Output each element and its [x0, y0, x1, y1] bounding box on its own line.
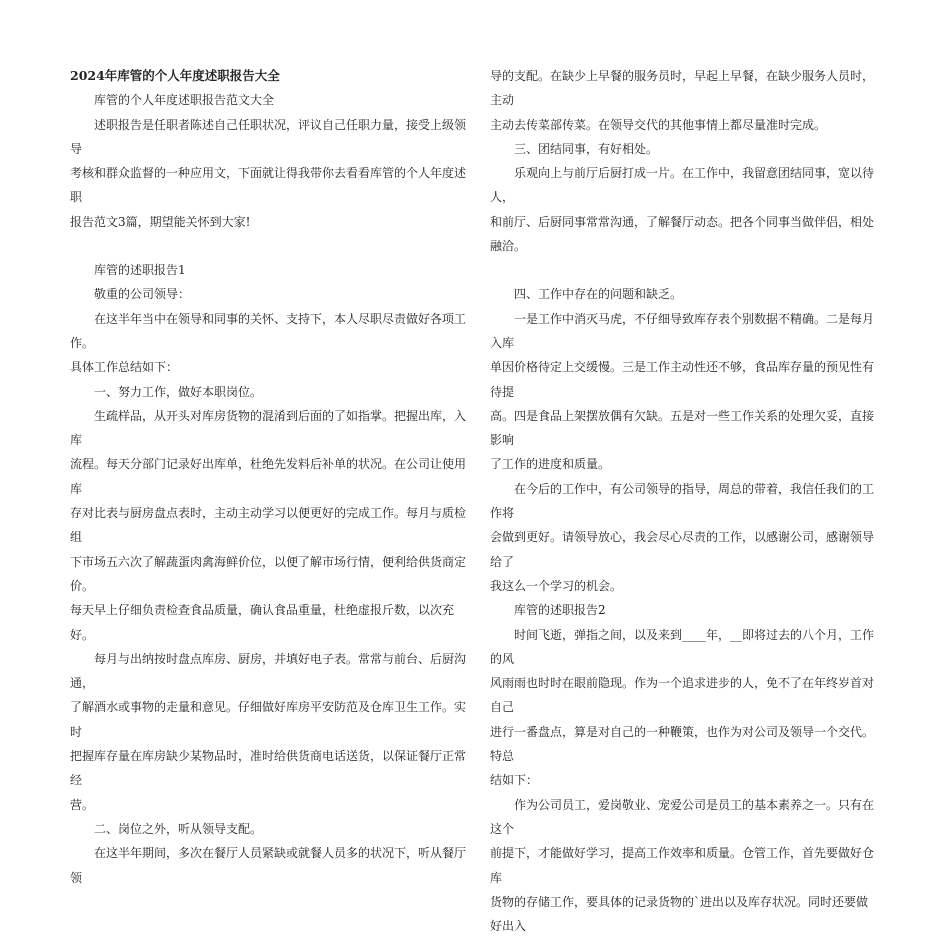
paragraph-line: 进行一番盘点，算是对自己的一种鞭策，也作为对公司及领导一个交代。特总 — [490, 724, 875, 764]
paragraph-line: 单因价格待定上交缓慢。三是工作主动性还不够，食品库存量的预见性有待提 — [490, 360, 875, 399]
paragraph-line: 把握库存量在库房缺少某物品时，准时给供货商电话送货，以保证餐厅正常经 — [70, 749, 467, 788]
paragraph-line: 在这半年期间，多次在餐厅人员紧缺或就餐人员多的状况下，听从餐厅领 — [70, 846, 467, 885]
paragraph-line: 下市场五六次了解蔬蛋肉禽海鲜价位，以便了解市场行情，便利给供货商定价。 — [70, 554, 467, 593]
paragraph-line: 风雨雨也时时在眼前隐现。作为一个追求进步的人，免不了在年终岁首对自己 — [490, 676, 875, 715]
paragraph-line: 存对比表与厨房盘点表时，主动主动学习以便更好的完成工作。每月与质检组 — [70, 506, 467, 545]
paragraph-line: 货物的存储工作，要具体的记录货物的`进出以及库存状况。同时还要做好出入 — [490, 894, 869, 934]
paragraph-line: 一是工作中消灭马虎，不仔细导致库存表个别数据不精确。二是每月入库 — [490, 311, 875, 350]
paragraph-line: 了工作的进度和质量。 — [490, 457, 611, 472]
document-title: 2024年库管的个人年度述职报告大全 — [70, 68, 280, 83]
paragraph-line: 结如下： — [490, 773, 539, 788]
paragraph-line: 每天早上仔细负责检查食品质量，确认食品重量，杜绝虚报斤数，以次充好。 — [70, 603, 455, 642]
paragraph-line: 作为公司员工，爱岗敬业、宠爱公司是员工的基本素养之一。只有在这个 — [490, 797, 875, 836]
paragraph-line: 流程。每天分部门记录好出库单，杜绝先发料后补单的状况。在公司让使用库 — [70, 457, 467, 496]
paragraph-line: 前提下，才能做好学习，提高工作效率和质量。仓管工作，首先要做好仓库 — [490, 846, 875, 885]
paragraph-line: 营。 — [70, 797, 95, 812]
paragraph-line: 高。四是食品上架摆放偶有欠缺。五是对一些工作关系的处理欠妥，直接影响 — [490, 408, 875, 448]
paragraph-line: 乐观向上与前厅后厨打成一片。在工作中，我留意团结同事，宽以待人， — [490, 166, 875, 205]
section-heading: 四、工作中存在的问题和缺乏。 — [514, 287, 683, 302]
paragraph-line: 具体工作总结如下： — [70, 360, 179, 375]
report-2-heading: 库管的述职报告2 — [514, 603, 606, 618]
paragraph-line: 我这么一个学习的机会。 — [490, 578, 623, 593]
paragraph-line: 了解酒水或事物的走量和意见。仔细做好库房平安防范及仓库卫生工作。实时 — [70, 700, 467, 739]
paragraph-line: 每月与出纳按时盘点库房、厨房，并填好电子表。常常与前台、后厨沟通， — [70, 651, 467, 691]
paragraph-line: 在这半年当中在领导和同事的关怀、支持下，本人尽职尽责做好各项工作。 — [70, 311, 467, 350]
section-heading: 一、努力工作，做好本职岗位。 — [94, 384, 263, 399]
paragraph-line: 时间飞逝，弹指之间，以及来到____年，__即将过去的八个月，工作的风 — [490, 627, 875, 666]
paragraph-line: 会做到更好。请领导放心，我会尽心尽责的工作，以感谢公司，感谢领导给了 — [490, 530, 875, 569]
report-1-heading: 库管的述职报告1 — [94, 263, 186, 278]
intro-line: 考核和群众监督的一种应用文，下面就让得我带你去看看库管的个人年度述职 — [70, 166, 467, 205]
paragraph-line: 在今后的工作中，有公司领导的指导，周总的带着，我信任我们的工作将 — [490, 481, 875, 521]
document-subtitle: 库管的个人年度述职报告范文大全 — [94, 93, 275, 108]
greeting-line: 敬重的公司领导： — [94, 287, 191, 302]
section-heading: 二、岗位之外，听从领导支配。 — [94, 821, 263, 836]
intro-line: 报告范文3篇，期望能关怀到大家! — [70, 214, 251, 229]
paragraph-line: 生疏样品，从开头对库房货物的混淆到后面的了如指掌。把握出库，入库 — [70, 408, 467, 448]
right-column — [490, 64, 876, 938]
paragraph-line: 和前厅、后厨同事常常沟通，了解餐厅动态。把各个同事当做伴侣，相处融洽。 — [490, 214, 875, 254]
spacer — [70, 234, 466, 258]
section-heading: 三、团结同事，有好相处。 — [514, 141, 659, 156]
paragraph-line: 主动去传菜部传菜。在领导交代的其他事情上都尽量准时完成。 — [490, 117, 827, 132]
left-column — [70, 64, 466, 890]
paragraph-line: 导的支配。在缺少上早餐的服务员时，早起上早餐，在缺少服务人员时，主动 — [490, 69, 875, 108]
spacer — [490, 258, 876, 282]
intro-line: 述职报告是任职者陈述自己任职状况，评议自己任职力量，接受上级领导 — [70, 117, 467, 156]
